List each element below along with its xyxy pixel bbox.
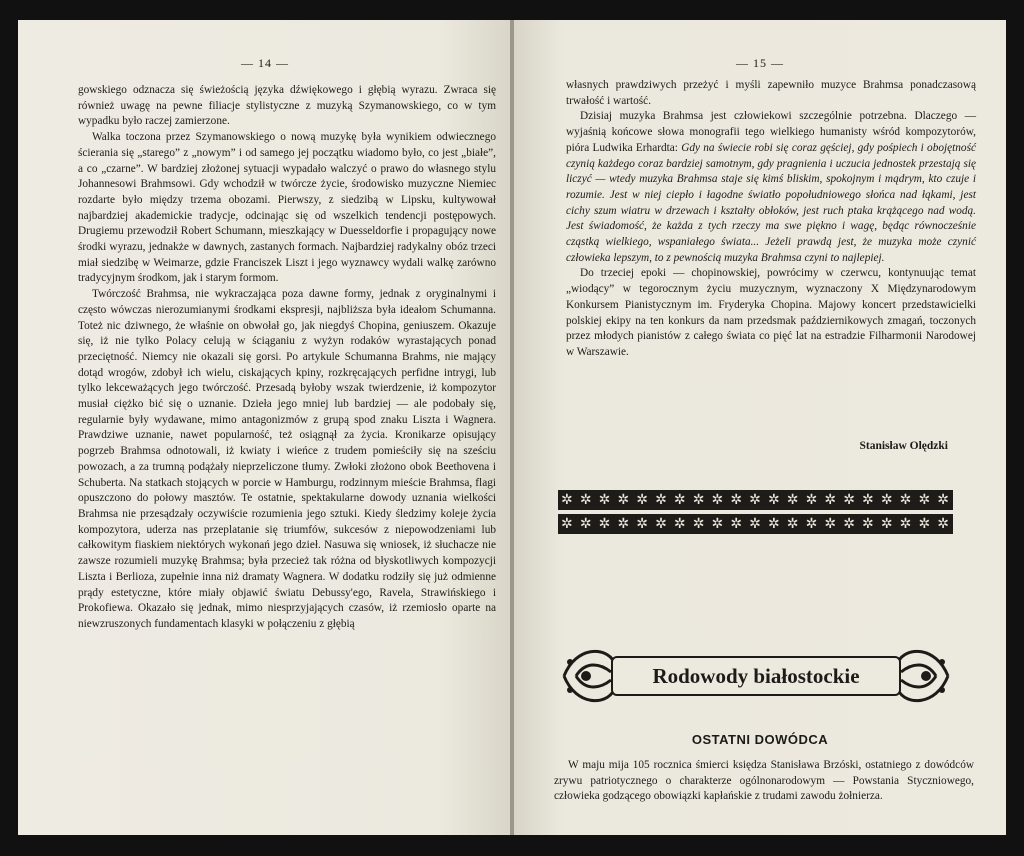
banner-title: Rodowody białostockie <box>611 656 901 696</box>
ornament-glyph: ✲ <box>880 492 893 508</box>
right-text-column <box>566 78 976 361</box>
page-number-right: — 15 — <box>736 56 784 70</box>
ornament-glyph: ✲ <box>805 492 818 508</box>
ornament-glyph: ✲ <box>862 492 874 508</box>
ornament-glyph: ✲ <box>655 516 667 532</box>
paragraph: własnych prawdziwych przeżyć i myśli zapewniło muzyce Brahmsa ponadczasową trwałość i wartość. <box>566 79 976 107</box>
ornament-glyph: ✲ <box>843 492 855 508</box>
paragraph-text: Dzisiaj muzyka Brahmsa jest człowiekowi szczególnie potrzebna. Dlaczego — wyjaśnią końcowe słowa monografii tego wielkiego humanisty wśród kompozytorów, pióra Ludwika Erhardta: <box>566 110 976 154</box>
ornament-glyph: ✲ <box>899 516 912 532</box>
ornament-glyph: ✲ <box>937 492 950 508</box>
author-signature: Stanisław Olędzki <box>859 440 948 452</box>
ornament-glyph: ✲ <box>862 516 874 532</box>
ornament-glyph: ✲ <box>880 516 893 532</box>
paragraph: gowskiego odznacza się świeżością języka dźwiękowego i głębią wyrazu. Zwraca się również uwagę na pewne filiacje stylistyczne z muzyką Szymanowskiego, co w tym wypadku było raczej zamierzone. <box>78 84 496 128</box>
paragraph: W maju mija 105 rocznica śmierci księdza Stanisława Brzóski, ostatniego z dowódców zrywu patriotycznego o charakterze ogólnonarodowym — Powstania Styczniowego, człowieka godzącego obowiązki kapłańskie z trudami zawodu żołnierza. <box>554 759 974 803</box>
ornament-glyph: ✲ <box>579 516 592 532</box>
ornament-glyph: ✲ <box>561 516 573 532</box>
page-number-left: — 14 — <box>241 56 289 70</box>
right-page <box>514 20 1006 835</box>
ornament-glyph: ✲ <box>598 492 611 508</box>
ornamental-border-bottom <box>558 514 953 534</box>
ornament-glyph: ✲ <box>730 516 743 532</box>
paragraph: Do trzeciej epoki — chopinowskiej, powrócimy w czerwcu, kontynuując temat „wiodący” w tegorocznym życiu muzycznym, wyznaczony X Międzynarodowym Konkursem Pianistycznym im. Fryderyka Chopina. Majowy koncert przedstawicielki polskiej ekipy na ten konkurs da nam przedsmak październikowych zmagań, toczonych przez młodych pianistów z całego świata co pięć lat na estradzie Filharmonii Narodowej w Warszawie. <box>566 267 976 358</box>
ornament-glyph: ✲ <box>918 492 931 508</box>
ornament-glyph: ✲ <box>692 492 705 508</box>
ornament-glyph: ✲ <box>711 492 724 508</box>
ornament-glyph: ✲ <box>824 492 837 508</box>
paragraph: Twórczość Brahmsa, nie wykraczająca poza dawne formy, jednak z oryginalnymi i często wówczas nierozumianymi środkami ekspresji, najbliższa była ideałom Schumanna. Toteż nic dziwnego, że właśnie on obwołał go, jak niegdyś Chopina, geniuszem. Okazuje się, iż nie tylko Polacy celują w ściąganiu z wyżyn rodaków wyrastających ponad przeciętność. Niemcy nie okazali się gorsi. Po artykule Schumanna Brahms, nie mający dotąd wrogów, zdobył ich wielu, ciskających kpiny, rozkręcających perfidne intrygi, lub tylko lekceważących jego twórczość. Przesadą byłoby wszak twierdzenie, iż kompozytor musiał ciężko bić się o uznanie. Dzieła jego mniej lub bardziej — ale podobały się, regularnie były wydawane, mimo antagonizmów z grupą spod znaku Liszta i Wagnera. Prawdziwe uznanie, nawet popularność, też osiągnął za życia. Kronikarze opisujący pogrzeb Brahmsa odnotowali, iż kwiaty i wieńce z trudem pomieściły się na sześciu powozach, a za trumną podążały nieprzeliczone tłumy. Zwłoki złożono obok Beethovena i Schuberta. Na statkach stojących w porcie w Hamburgu, rodzinnym mieście Brahmsa, flagi opuszczono do połowy masztów. Te ostatnie, spektakularne dowody uznania wielkości Brahmsa nie przesądzały oczywiście rozumienia jego sztuki. Kiedy śledzimy koleje życia kompozytora, uderza nas przeplatanie się triumfów, sukcesów z niepowodzeniami lub całkowitym fiaskiem niektórych wykonań jego dzieł. Nasuwa się wniosek, iż słuchacze nie zawsze rozumieli muzykę Brahmsa; była przecież tak różna od błyskotliwych kompozycji Liszta i Berlioza, zupełnie inna niż dramaty Wagnera. W dodatku rodziły się już odmienne prądy estetyczne, które miały objawić światu Debussy'ego, Ravela, Strawińskiego i Prokofiewa. Okazało się jednak, mimo niesprzyjających czasów, iż rzemiosło oparte na niewzruszonych fundamentach klasyki w połączeniu z głębią <box>78 288 496 630</box>
paragraph-with-quote <box>566 109 976 266</box>
ornament-glyph: ✲ <box>918 516 931 532</box>
ornament-glyph: ✲ <box>843 516 855 532</box>
left-page <box>18 20 512 835</box>
ornament-glyph: ✲ <box>636 516 649 532</box>
ornament-glyph: ✲ <box>711 516 724 532</box>
quote-text: Gdy na świecie robi się coraz gęściej, gdy pośpiech i obojętność czynią każdego coraz bardziej samotnym, gdy pragnienia i uczucia jednostek przestają się liczyć — wtedy muzyka Brahmsa staje się kimś bliskim, spokojnym i mądrym, kto czuje i rozumie. Jest w niej ciepło i łagodne światło popołudniowego słońca nad łąkami, jest cichy szum wiatru w drzewach i kształty obłoków, jest ruch ptaka krążącego nad wodą. Jest świadomość, że każda z tych rzeczy ma swe piękno i wagę, będąc równocześnie cząstką wielkiego, wspaniałego świata... Jeżeli prawdą jest, że muzyka może czynić człowieka lepszym, to z pewnością muzyka Brahmsa czyni to najlepiej. <box>566 141 976 264</box>
left-text-column <box>78 83 496 633</box>
ornament-glyph: ✲ <box>692 516 705 532</box>
ornament-glyph: ✲ <box>673 492 686 508</box>
ornament-glyph: ✲ <box>805 516 818 532</box>
ornament-glyph: ✲ <box>579 492 592 508</box>
book-spread <box>18 20 1006 835</box>
article-text <box>554 758 974 805</box>
section-heading: OSTATNI DOWÓDCA <box>691 732 829 747</box>
ornament-glyph: ✲ <box>617 516 630 532</box>
ornament-glyph: ✲ <box>767 516 780 532</box>
ornament-glyph: ✲ <box>786 492 799 508</box>
paragraph: Walka toczona przez Szymanowskiego o nową muzykę była wynikiem odwiecznego ścierania się „starego” z „nowym” i od samego jej początku wiadomo było, co jest „białe”, a co „czarne”. W bardziej złożonej sytuacji wypadało walczyć o prawo do własnego stylu Johannesowi Brahmsowi. Gdy wchodził w twórcze życie, środowisko muzyczne Niemiec rozdarte było między trzema obozami. Pierwszy, z siedzibą w Lipsku, kultywował najbardziej akademickie tradycje, odcinając się od wszelkich tendencji postępowych. Drugiemu przewodził Robert Schumann, mieszkający w Duesseldorfie i propagujący nowe środki wyrazu, jednakże w dawnych, zastanych formach. Najbardziej radykalny obóz trzeci miał siedzibę w Weimarze, gdzie Franciszek Liszt i jego wyznawcy wydali walkę zarówno tradycyjnym środkom, jak i starym formom. <box>78 131 496 285</box>
section-banner <box>556 642 956 710</box>
ornament-glyph: ✲ <box>617 492 630 508</box>
ornament-glyph: ✲ <box>786 516 799 532</box>
ornament-glyph: ✲ <box>749 516 761 532</box>
ornament-glyph: ✲ <box>824 516 837 532</box>
ornament-glyph: ✲ <box>899 492 912 508</box>
ornament-glyph: ✲ <box>598 516 611 532</box>
ornament-glyph: ✲ <box>937 516 950 532</box>
ornament-glyph: ✲ <box>730 492 743 508</box>
ornament-glyph: ✲ <box>673 516 686 532</box>
ornamental-border-top <box>558 490 953 510</box>
ornament-glyph: ✲ <box>767 492 780 508</box>
ornament-glyph: ✲ <box>749 492 761 508</box>
ornament-glyph: ✲ <box>636 492 649 508</box>
ornament-glyph: ✲ <box>561 492 573 508</box>
ornament-glyph: ✲ <box>655 492 667 508</box>
